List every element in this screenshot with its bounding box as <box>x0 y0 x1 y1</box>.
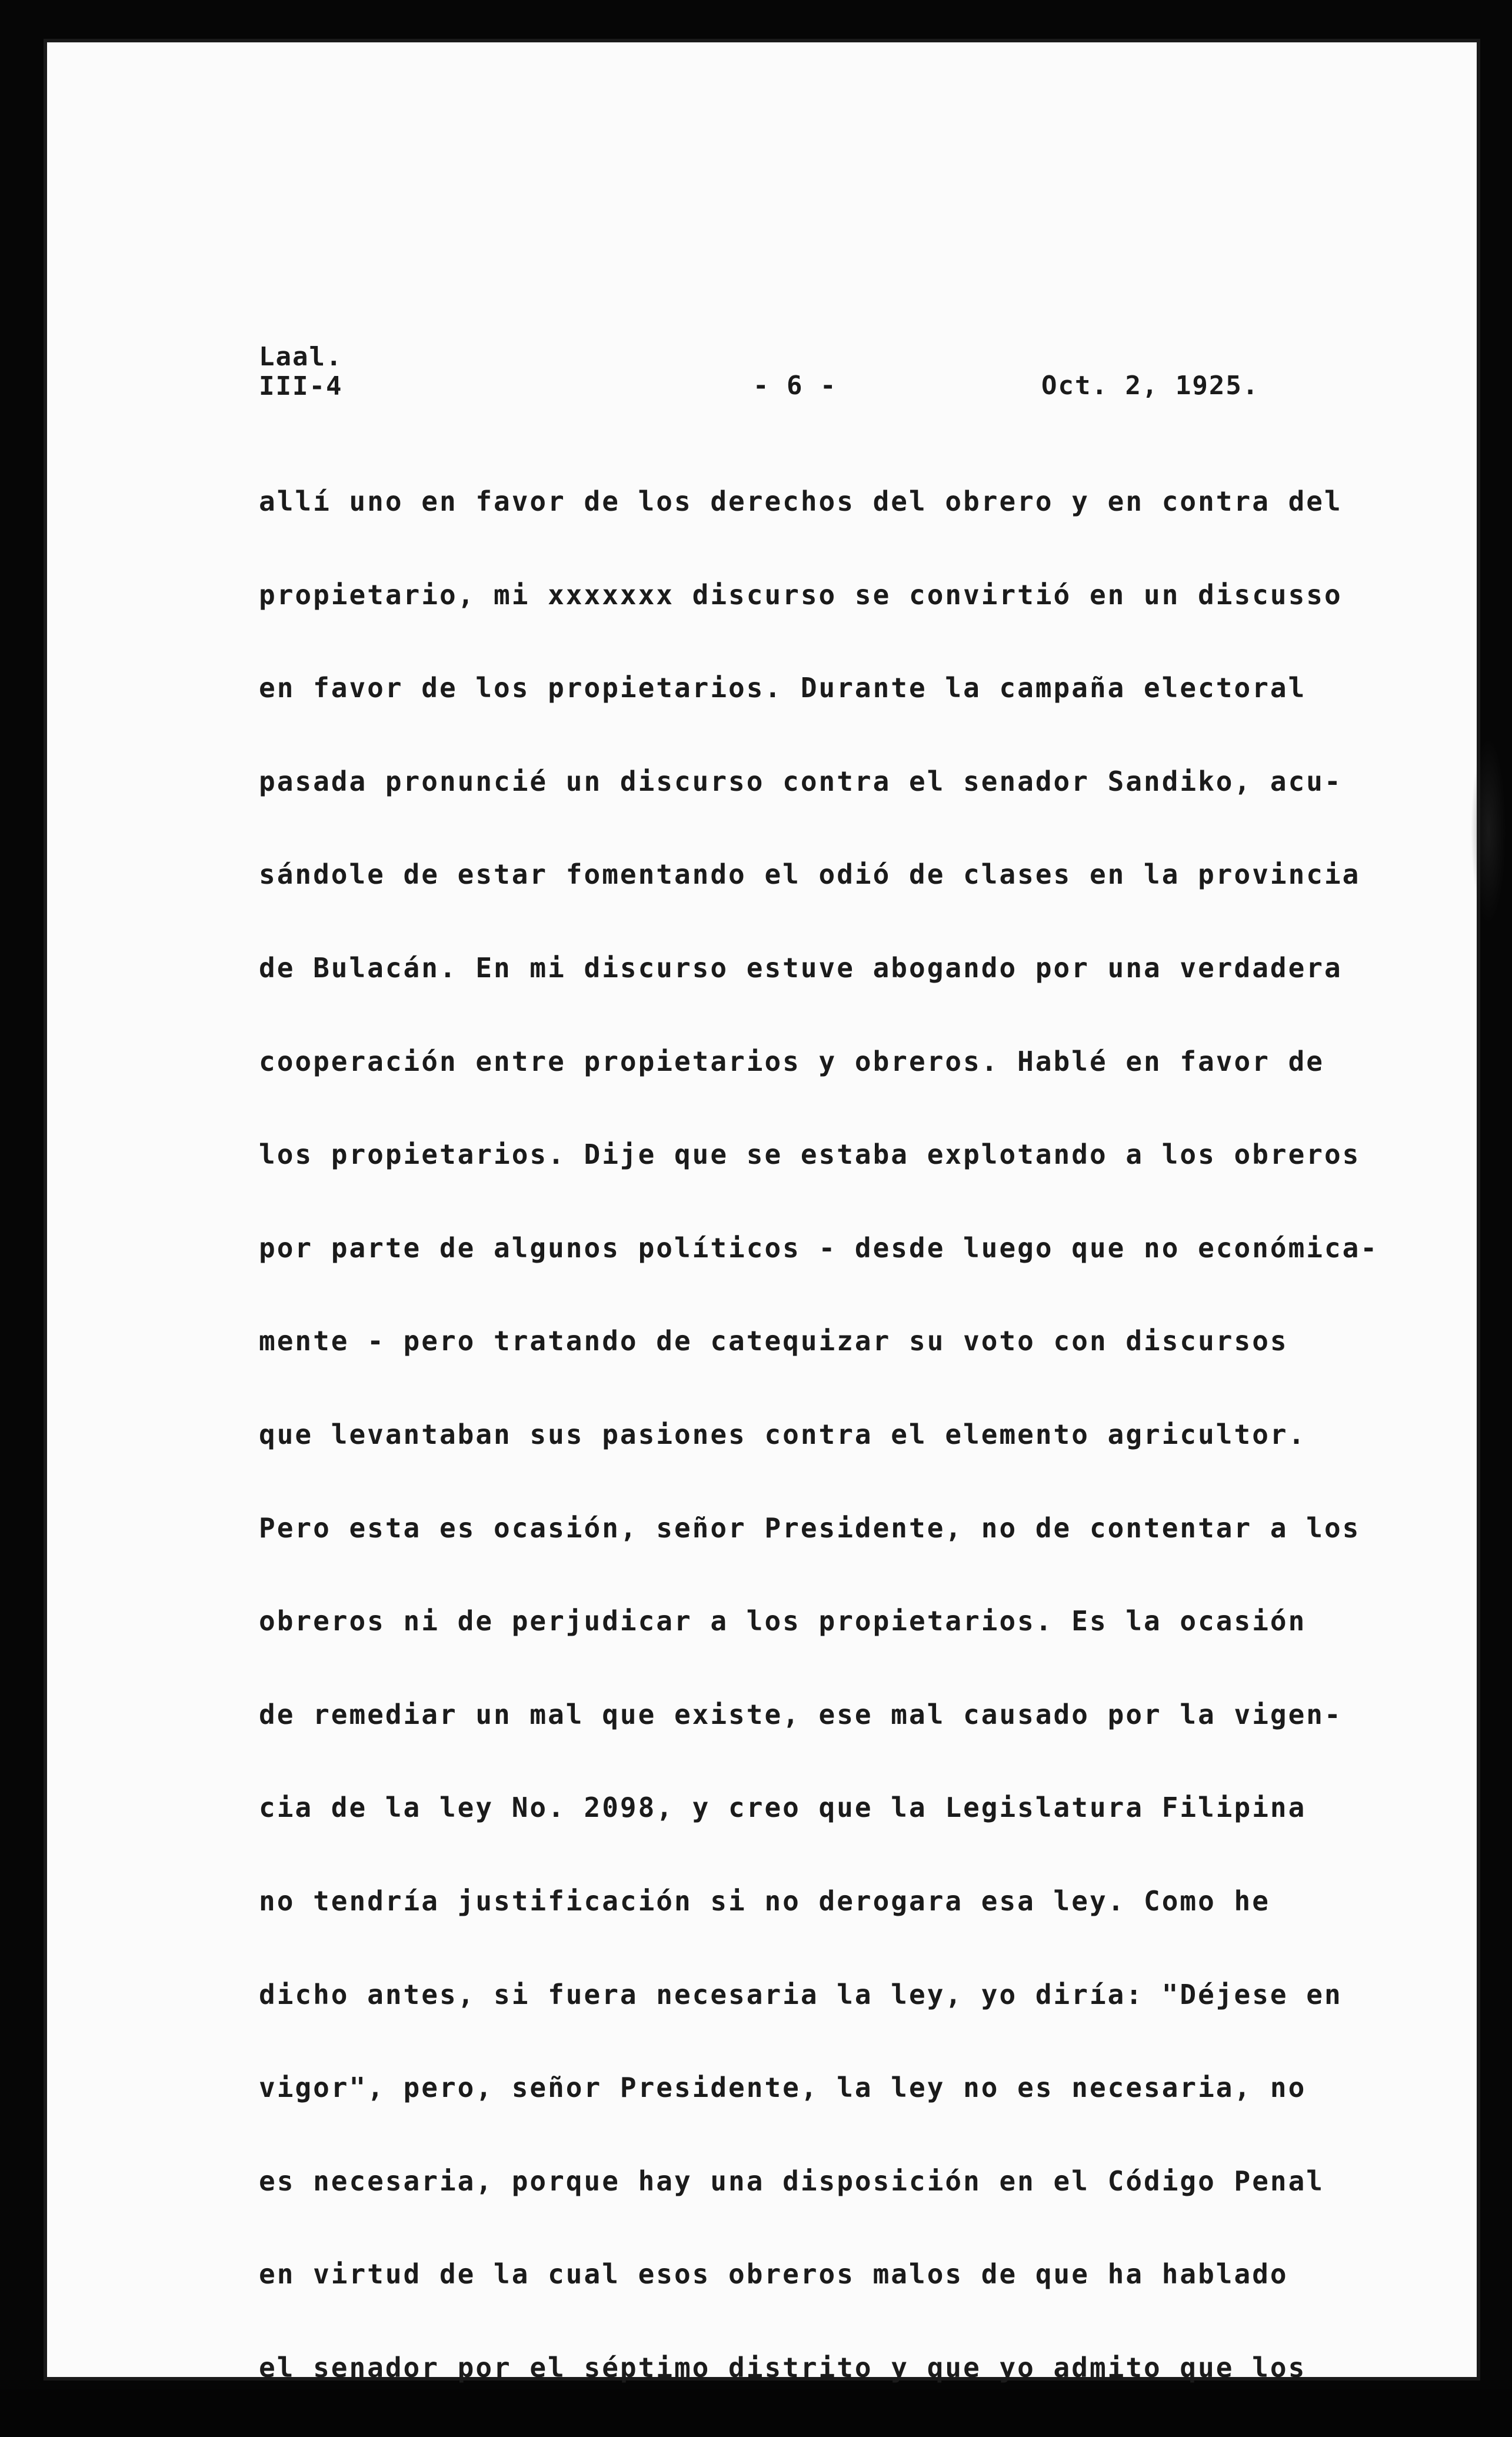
typewritten-page <box>47 42 1477 2383</box>
scan-smudge <box>1471 737 1506 925</box>
text-line: sándole de estar fomentando el odió de clases en la provincia <box>259 858 1361 891</box>
text-line: de remediar un mal que existe, ese mal causado por la vigen- <box>259 1698 1343 1730</box>
document-date: Oct. 2, 1925. <box>1041 371 1260 401</box>
text-line: propietario, mi xxxxxxx discurso se convirtió en un discusso <box>259 578 1343 611</box>
text-line: mente - pero tratando de catequizar su voto con discursos <box>259 1325 1288 1357</box>
text-line: no tendría justificación si no derogara esa ley. Como he <box>259 1885 1270 1917</box>
page-header <box>47 342 1477 413</box>
text-line: es necesaria, porque hay una disposición en el Código Penal <box>259 2165 1324 2197</box>
text-line: de Bulacán. En mi discurso estuve abogando por una verdadera <box>259 951 1343 984</box>
page-number: - 6 - <box>753 371 837 401</box>
text-line: cooperación entre propietarios y obreros. Hablé en favor de <box>259 1045 1324 1077</box>
reference-line-2: III-4 <box>259 371 343 401</box>
text-line: dicho antes, si fuera necesaria la ley, yo diría: "Déjese en <box>259 1978 1343 2010</box>
text-line: Pero esta es ocasión, señor Presidente, no de contentar a los <box>259 1512 1361 1544</box>
text-line: que levantaban sus pasiones contra el elemento agricultor. <box>259 1418 1307 1450</box>
text-line: en virtud de la cual esos obreros malos de que ha hablado <box>259 2258 1288 2290</box>
text-line: en favor de los propietarios. Durante la campaña electoral <box>259 672 1307 704</box>
text-line: por parte de algunos políticos - desde luego que no económica- <box>259 1231 1379 1264</box>
text-line: los propietarios. Dije que se estaba explotando a los obreros <box>259 1138 1361 1171</box>
body-text <box>259 478 1424 2437</box>
text-line: vigor", pero, señor Presidente, la ley no es necesaria, no <box>259 2072 1307 2104</box>
text-line: el senador por el séptimo distrito y que yo admito que los <box>259 2351 1307 2383</box>
text-line: cia de la ley No. 2098, y creo que la Legislatura Filipina <box>259 1792 1307 1824</box>
text-line: pasada pronuncié un discurso contra el senador Sandiko, acu- <box>259 765 1343 797</box>
document-reference <box>259 342 342 401</box>
text-line: obreros ni de perjudicar a los propietarios. Es la ocasión <box>259 1605 1307 1637</box>
reference-line-1: Laal. <box>259 342 343 372</box>
text-line: allí uno en favor de los derechos del obrero y en contra del <box>259 485 1343 517</box>
